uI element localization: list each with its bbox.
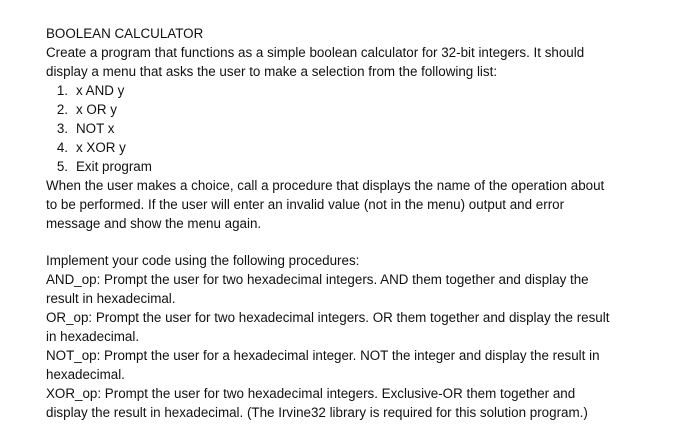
menu-item-number: 3. xyxy=(56,121,68,136)
menu-item-number: 2. xyxy=(56,102,68,117)
document xyxy=(46,24,661,422)
menu-item xyxy=(46,100,661,119)
menu-item-label: x OR y xyxy=(76,102,117,117)
menu-list xyxy=(46,81,661,176)
menu-item xyxy=(46,119,661,138)
description-line: When the user makes a choice, call a procedure that displays the name of the operation about xyxy=(46,178,605,193)
document-title: BOOLEAN CALCULATOR xyxy=(46,26,204,41)
menu-item-number: 4. xyxy=(56,140,68,155)
paragraph-gap xyxy=(46,233,661,251)
procedure-line: result in hexadecimal. xyxy=(46,291,176,306)
description-line: to be performed. If the user will enter an invalid value (not in the menu) output and error xyxy=(46,197,565,212)
menu-item-number: 5. xyxy=(56,159,68,174)
procedure-line: hexadecimal. xyxy=(46,367,125,382)
procedure-line: in hexadecimal. xyxy=(46,329,140,344)
intro-line: Create a program that functions as a simple boolean calculator for 32-bit integers. It should xyxy=(46,45,585,60)
menu-item-label: NOT x xyxy=(76,121,115,136)
procedure-line: display the result in hexadecimal. (The Irvine32 library is required for this solution program.) xyxy=(46,405,588,420)
menu-item-label: Exit program xyxy=(76,159,152,174)
description-line: message and show the menu again. xyxy=(46,216,262,231)
procedure-line: OR_op: Prompt the user for two hexadecimal integers. OR them together and display the result xyxy=(46,310,610,325)
procedure-line: AND_op: Prompt the user for two hexadecimal integers. AND them together and display the xyxy=(46,272,589,287)
menu-item-label: x XOR y xyxy=(76,140,126,155)
menu-item xyxy=(46,157,661,176)
menu-item-number: 1. xyxy=(56,83,68,98)
procedure-line: XOR_op: Prompt the user for two hexadecimal integers. Exclusive-OR them together and xyxy=(46,386,576,401)
procedure-line: NOT_op: Prompt the user for a hexadecimal integer. NOT the integer and display the result in xyxy=(46,348,600,363)
intro-line: display a menu that asks the user to make a selection from the following list: xyxy=(46,64,498,79)
procedures-heading: Implement your code using the following procedures: xyxy=(46,253,360,268)
menu-item-label: x AND y xyxy=(76,83,125,98)
menu-item xyxy=(46,81,661,100)
menu-item xyxy=(46,138,661,157)
